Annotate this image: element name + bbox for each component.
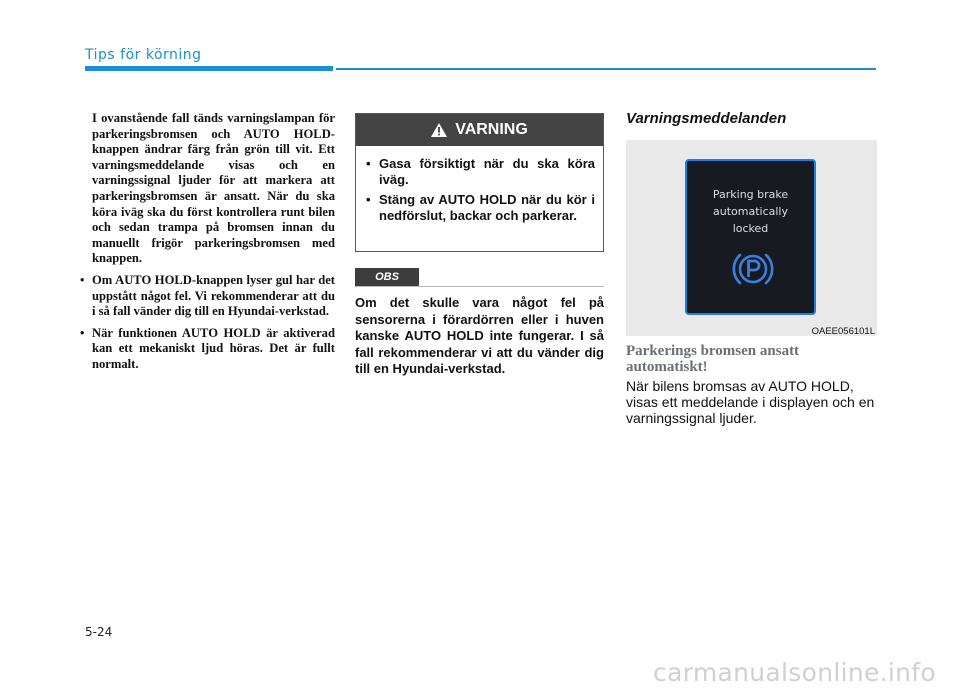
messages-heading: Varningsmeddelanden: [626, 110, 787, 127]
parking-brake-heading: Parkerings bromsen ansatt automatiskt!: [626, 343, 800, 375]
warning-list: [356, 156, 603, 224]
note-divider: [355, 286, 604, 287]
warning-box: [355, 113, 604, 252]
cluster-display: [685, 159, 816, 315]
warning-triangle-icon: [431, 123, 447, 137]
figure-code: OAEE056101L: [811, 326, 875, 337]
parking-brake-icon: [731, 247, 775, 291]
cluster-figure: [626, 140, 877, 336]
column-1-bullets: [80, 273, 335, 373]
display-line: automatically: [713, 205, 788, 218]
list-item: • Gasa försiktigt när du ska köra iväg.: [366, 156, 595, 188]
display-line: locked: [732, 222, 769, 235]
watermark: carmanualsonline.info: [653, 658, 936, 687]
list-item: • När funktionen AUTO HOLD är aktiverad kan ett mekaniskt ljud höras. Det är fullt normalt.: [80, 326, 335, 373]
page-number: 5-24: [85, 625, 113, 639]
section-title: Tips för körning: [85, 47, 202, 63]
display-line: Parking brake: [712, 188, 789, 201]
list-item: • Stäng av AUTO HOLD när du kör i nedförslut, backar och parkerar.: [366, 192, 595, 224]
note-label: OBS: [355, 268, 419, 286]
intro-paragraph: I ovanstående fall tänds varningslampan för parkeringsbromsen och AUTO HOLD-knappen ändrar färg från grön till vit. Ett varningsmeddelande visas och en varningssignal ljuder för att markera att parkeringsbromsen är ansatt. När du ska köra iväg ska du först kontrollera runt bilen och sedan trampa på bromsen innan du manuellt frigör parkeringsbromsen med knappen.: [92, 111, 335, 266]
parking-brake-body: När bilens bromsas av AUTO HOLD, visas ett meddelande i displayen och en varningssignal ljuder.: [626, 378, 875, 426]
note-text: Om det skulle vara något fel på sensorerna i förardörren eller i huven kanske AUTO HOLD inte fungerar. I så fall rekommenderar vi att du vänder dig till en Hyundai-verkstad.: [355, 295, 604, 376]
warning-title: VARNING: [455, 121, 528, 138]
header-rule-thin: [336, 68, 876, 70]
list-item: • Om AUTO HOLD-knappen lyser gul har det uppstått något fel. Vi rekommenderar att du i så fall vänder dig till en Hyundai-verkstad.: [80, 273, 335, 320]
warning-header: [356, 114, 603, 146]
header-rule-thick: [85, 66, 333, 71]
display-message: [687, 186, 814, 237]
column-1: [80, 111, 335, 379]
